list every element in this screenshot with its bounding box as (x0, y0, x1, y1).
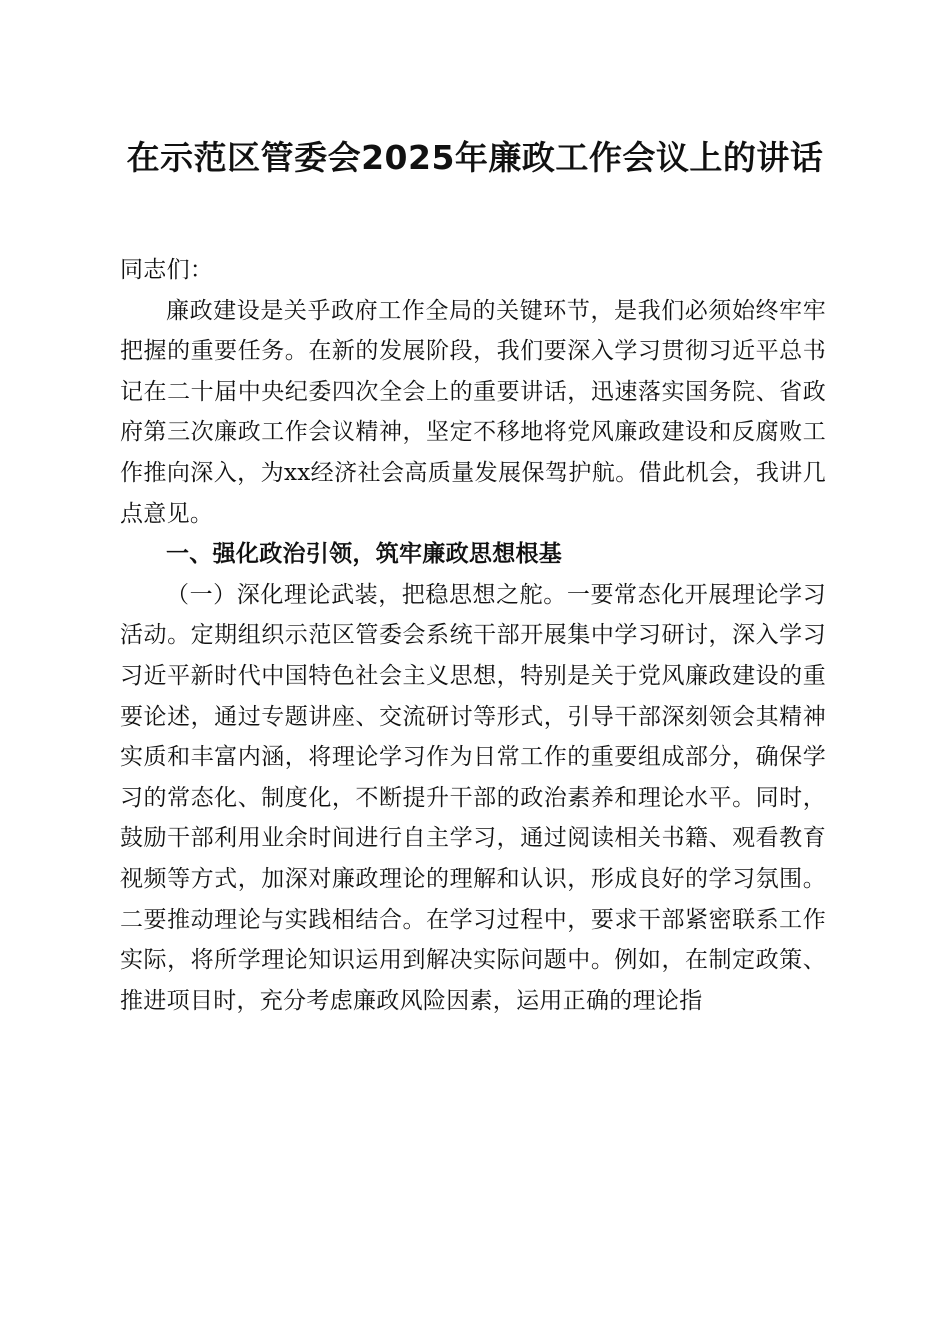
document-title: 在示范区管委会2025年廉政工作会议上的讲话 (126, 138, 824, 177)
salutation: 同志们： (120, 257, 214, 283)
document-body (120, 250, 826, 1021)
section-paragraph: （一）深化理论武装，把稳思想之舵。一要常态化开展理论学习活动。定期组织示范区管委会系统干部开展集中学习研讨，深入学习习近平新时代中国特色社会主义思想，特别是关于党风廉政建设的重要论述，通过专题讲座、交流研讨等形式，引导干部深刻领会其精神实质和丰富内涵，将理论学习作为日常工作的重要组成部分，确保学习的常态化、制度化，不断提升干部的政治素养和理论水平。同时，鼓励干部利用业余时间进行自主学习，通过阅读相关书籍、观看教育视频等方式，加深对廉政理论的理解和认识，形成良好的学习氛围。二要推动理论与实践相结合。在学习过程中，要求干部紧密联系工作实际，将所学理论知识运用到解决实际问题中。例如，在制定政策、推进项目时，充分考虑廉政风险因素，运用正确的理论指 (120, 581, 826, 1014)
intro-paragraph: 廉政建设是关乎政府工作全局的关键环节，是我们必须始终牢牢把握的重要任务。在新的发展阶段，我们要深入学习贯彻习近平总书记在二十届中央纪委四次全会上的重要讲话，迅速落实国务院、省政府第三次廉政工作会议精神，坚定不移地将党风廉政建设和反腐败工作推向深入，为xx经济社会高质量发展保驾护航。借此机会，我讲几点意见。 (120, 297, 826, 527)
section-heading: 一、强化政治引领，筑牢廉政思想根基 (166, 541, 563, 568)
